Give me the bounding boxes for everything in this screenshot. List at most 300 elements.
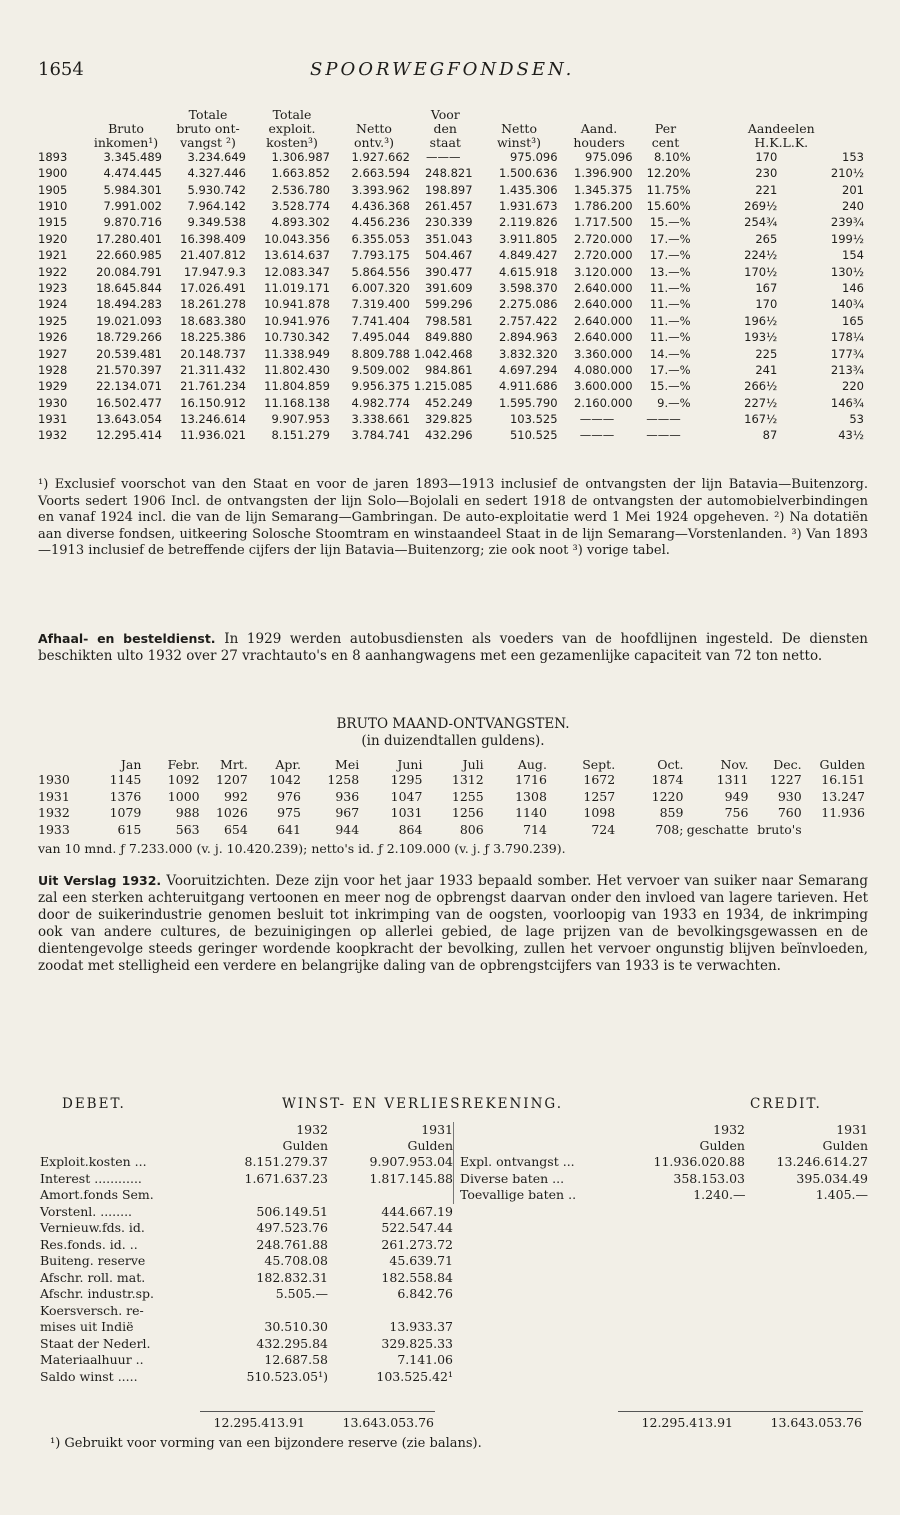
debit-label-cell xyxy=(38,1237,208,1254)
value-cell: 220 xyxy=(842,379,864,394)
value-cell: 230.339 xyxy=(424,215,473,230)
debit-row xyxy=(38,1187,453,1204)
year-cell: 1928 xyxy=(38,362,68,377)
value-cell: 193½ xyxy=(744,330,778,345)
column-header: winst³) xyxy=(496,134,542,150)
table-row xyxy=(38,149,868,165)
value-cell: 975.096 xyxy=(584,149,633,164)
debit-value-1932: 182.832.31 xyxy=(256,1269,328,1285)
debit-label: Afschr. roll. mat. xyxy=(40,1269,146,1285)
value-cell: 7.495.044 xyxy=(351,330,410,345)
debit-row xyxy=(38,1154,453,1171)
afhaal-text: In 1929 werden autobusdiensten als voeders van de hoofdlijnen ingesteld. De diensten beschikten ulto 1932 over 27 vrachtauto's en 8 aanhangwagens met een gezamenlijke capaciteit van 72 ton netto. xyxy=(38,631,869,664)
debit-row xyxy=(38,1220,453,1237)
debit-value-1932: 1.671.637.23 xyxy=(244,1170,328,1186)
value-cell: 975.096 xyxy=(509,149,558,164)
value-cell: 1672 xyxy=(583,772,616,788)
value-cell: 708; xyxy=(655,821,684,837)
value-cell: 563 xyxy=(175,821,200,837)
value-cell: 21.407.812 xyxy=(180,248,246,263)
value-cell: 210½ xyxy=(830,166,864,181)
value-cell: 1092 xyxy=(167,772,200,788)
debit-value-1931 xyxy=(328,1303,453,1320)
credit-value-1931: 1.405.— xyxy=(815,1187,868,1203)
value-cell: 3.120.000 xyxy=(574,264,633,279)
month-header: Nov. xyxy=(720,757,749,772)
debit-value-1932: 432.295.84 xyxy=(256,1335,328,1351)
value-cell: 2.894.963 xyxy=(499,330,558,345)
value-cell: ——— xyxy=(579,428,615,443)
value-cell: 165 xyxy=(842,313,864,328)
value-cell: 4.982.774 xyxy=(351,395,410,410)
value-cell: ——— xyxy=(646,412,681,427)
year-cell: 1893 xyxy=(38,149,68,164)
value-cell: 1258 xyxy=(327,772,360,788)
value-cell: 16.151 xyxy=(821,772,865,788)
value-cell: 4.911.686 xyxy=(499,379,558,394)
value-cell: 390.477 xyxy=(424,264,473,279)
value-cell: 17.280.401 xyxy=(96,231,162,246)
value-cell: 224½ xyxy=(744,248,778,263)
value-cell: 15.—% xyxy=(649,379,691,394)
year-cell: 1922 xyxy=(38,264,68,279)
debit-row xyxy=(38,1369,453,1386)
verslag-text: Vooruitzichten. Deze zijn voor het jaar 1933 bepaald somber. Het vervoer van suiker naar Semarang zal een sterken achteruitgang vertoonen en meer nog de opbrengst daarvan onder den invloed van lagere tarieven. Het door de suikerindustrie genomen besluit tot inkrimping van de oogsten, voorloopig van 1933 en 1934, de inkrimping ook van andere cultures, de bezuinigingen op allerlei gebied, de lage prijzen van de bevolkingsgewassen en de dientengevolge steeds geringer wordende koopkracht der bevolking, zullen het vervoer ongunstig blijven beïnvloeden, zoodat met stelligheid een verdere en belangrijke daling van de opbrengstcijfers van 1933 is te verwachten. xyxy=(38,873,868,974)
value-cell: 1311 xyxy=(716,772,749,788)
value-cell: 5.984.301 xyxy=(103,182,162,197)
value-cell: 11.168.138 xyxy=(264,395,330,410)
credit-row xyxy=(454,1154,869,1171)
value-cell: 1.345.375 xyxy=(574,182,633,197)
debit-value-1932: 12.687.58 xyxy=(264,1352,328,1368)
value-cell: 975 xyxy=(277,805,301,821)
debit-label-cell xyxy=(38,1171,208,1188)
year-cell: 1905 xyxy=(38,182,68,197)
value-cell: 1026 xyxy=(215,805,248,821)
value-cell: 2.640.000 xyxy=(574,280,633,295)
value-cell: 43½ xyxy=(838,428,864,443)
value-cell: 1079 xyxy=(109,805,142,821)
verslag-heading: Uit Verslag 1932. xyxy=(38,873,162,888)
value-cell: 9.956.375 xyxy=(351,379,410,394)
month-header: Juni xyxy=(397,757,423,772)
value-cell: 11.802.430 xyxy=(264,362,330,377)
year-cell: 1931 xyxy=(38,412,68,427)
value-cell: 153 xyxy=(842,149,864,164)
value-cell: 7.741.404 xyxy=(351,313,410,328)
table-row xyxy=(38,772,868,789)
value-cell: 213¾ xyxy=(830,362,864,377)
debit-row xyxy=(38,1336,453,1353)
debit-value-1932: 497.523.76 xyxy=(256,1220,328,1236)
value-cell: 1376 xyxy=(109,788,142,804)
value-cell: 3.598.370 xyxy=(499,280,558,295)
leader-dots: ... xyxy=(134,1154,147,1170)
debit-value-1931 xyxy=(328,1187,453,1204)
value-cell: 2.160.000 xyxy=(574,395,633,410)
month-header: Mei xyxy=(335,757,360,772)
value-cell: 225 xyxy=(755,346,778,361)
value-cell: 103.525 xyxy=(509,412,558,427)
month-header: Dec. xyxy=(773,757,802,772)
value-cell: 87 xyxy=(762,428,778,443)
column-header: Aandeelen xyxy=(747,120,815,136)
value-cell: 11.936.021 xyxy=(180,428,246,443)
value-cell: 8.151.279 xyxy=(271,428,330,443)
value-cell: 452.249 xyxy=(424,395,473,410)
value-cell: 1.786.200 xyxy=(574,199,633,213)
leader-dots: .. xyxy=(135,1352,144,1368)
credit-label: CREDIT. xyxy=(750,1096,822,1112)
debit-value-1932: 5.505.— xyxy=(275,1286,328,1302)
value-cell: 21.761.234 xyxy=(180,379,246,394)
month-header: Sept. xyxy=(582,757,616,772)
column-header: vangst ²) xyxy=(180,134,236,150)
value-cell: 1255 xyxy=(451,788,484,804)
value-cell: 1031 xyxy=(390,805,423,821)
leader-dots: ..... xyxy=(117,1368,138,1384)
value-cell: 1047 xyxy=(390,788,423,804)
month-header xyxy=(38,758,81,772)
column-header xyxy=(86,108,166,122)
value-cell: 1.927.662 xyxy=(351,149,410,164)
leader-dots: ... xyxy=(562,1154,575,1170)
value-cell: 170 xyxy=(755,297,778,312)
year-cell: 1931 xyxy=(38,788,70,804)
value-cell: 22.134.071 xyxy=(96,379,162,394)
value-cell: 4.849.427 xyxy=(499,248,558,263)
value-cell: 2.536.780 xyxy=(271,182,330,197)
value-cell: 16.398.409 xyxy=(180,231,246,246)
year-cell: 1923 xyxy=(38,280,68,295)
month-header: Oct. xyxy=(657,757,684,772)
value-cell: 11.019.171 xyxy=(264,280,330,295)
value-cell: 265 xyxy=(755,231,778,246)
value-cell: 13.246.614 xyxy=(180,412,246,427)
column-header: Netto xyxy=(356,120,392,136)
debit-label: Exploit.kosten xyxy=(40,1154,131,1170)
table-header-row xyxy=(38,108,868,122)
value-cell: 510.525 xyxy=(509,428,558,443)
value-cell: 1.663.852 xyxy=(271,166,330,181)
profit-loss-title: WINST- EN VERLIESREKENING. xyxy=(282,1096,564,1112)
value-cell: 6.355.053 xyxy=(351,231,410,246)
year-header-cell xyxy=(38,122,86,136)
value-cell: 10.941.976 xyxy=(264,313,330,328)
value-cell: 21.311.432 xyxy=(180,362,246,377)
column-header xyxy=(637,108,695,122)
page-number: 1654 xyxy=(38,59,84,80)
value-cell: 599.296 xyxy=(424,297,473,312)
value-cell: 254¾ xyxy=(744,215,778,230)
credit-row xyxy=(454,1171,869,1188)
value-cell: 11.936 xyxy=(821,805,865,821)
value-cell: 11.75% xyxy=(646,182,691,197)
value-cell: 146¾ xyxy=(830,395,864,410)
value-cell: 806 xyxy=(459,821,484,837)
credit-table xyxy=(453,1122,868,1204)
value-cell: 1000 xyxy=(167,788,200,804)
debit-total-rule xyxy=(200,1411,435,1412)
value-cell: 10.730.342 xyxy=(264,330,330,345)
debit-row xyxy=(38,1352,453,1369)
value-cell: 976 xyxy=(277,788,301,804)
value-cell: 12.083.347 xyxy=(264,264,330,279)
value-cell: 756 xyxy=(724,805,749,821)
column-header: staat xyxy=(429,134,461,150)
debit-row xyxy=(38,1253,453,1270)
value-cell: 178¼ xyxy=(830,330,864,345)
value-cell: 17.947.9.3 xyxy=(183,264,246,279)
debit-label: Koersversch. re- xyxy=(40,1302,144,1318)
value-cell: 864 xyxy=(398,821,423,837)
value-cell: 1.595.790 xyxy=(499,395,558,410)
value-cell: 7.319.400 xyxy=(351,297,410,312)
value-cell: 1.500.636 xyxy=(499,166,558,181)
value-cell: 198.897 xyxy=(424,182,473,197)
table-row xyxy=(38,428,868,444)
debit-label: Amort.fonds Sem. xyxy=(40,1187,154,1203)
year-cell: 1926 xyxy=(38,330,68,345)
value-cell: 760 xyxy=(777,805,802,821)
leader-dots: .. xyxy=(568,1187,577,1203)
table-row xyxy=(38,297,868,313)
debit-label-cell xyxy=(38,1303,208,1320)
value-cell: 18.261.278 xyxy=(180,297,246,312)
value-cell: 17.—% xyxy=(649,231,691,246)
column-header xyxy=(562,108,637,122)
credit-totals xyxy=(618,1416,862,1430)
value-cell: 1.306.987 xyxy=(271,149,330,164)
value-cell: 654 xyxy=(223,821,248,837)
debit-label: Buiteng. reserve xyxy=(40,1253,146,1269)
credit-label-cell xyxy=(454,1187,633,1204)
value-cell: 239¾ xyxy=(830,215,864,230)
column-header: exploit. xyxy=(268,120,316,136)
credit-total-1932: 12.295.413.91 xyxy=(641,1415,733,1430)
value-cell: 12.20% xyxy=(646,166,691,181)
column-header: Voor xyxy=(430,107,460,122)
debit-total-1931: 13.643.053.76 xyxy=(342,1415,434,1430)
credit-value-1932: 1.240.— xyxy=(693,1187,746,1203)
debit-total-1932: 12.295.413.91 xyxy=(213,1415,305,1430)
value-cell: 14.—% xyxy=(649,346,691,361)
debit-unit-1931: Gulden xyxy=(407,1138,453,1153)
debit-value-1931: 182.558.84 xyxy=(381,1269,453,1285)
value-cell: 4.615.918 xyxy=(499,264,558,279)
debet-label: DEBET. xyxy=(62,1096,126,1112)
credit-label: Diverse baten xyxy=(460,1170,549,1186)
debit-label-cell xyxy=(38,1336,208,1353)
value-cell: 22.660.985 xyxy=(96,248,162,263)
credit-unit-1931: Gulden xyxy=(822,1138,868,1153)
year-cell: 1924 xyxy=(38,297,68,312)
year-cell: 1933 xyxy=(38,821,70,837)
credit-total-rule xyxy=(618,1411,863,1412)
debit-value-1931: 9.907.953.04 xyxy=(369,1154,453,1170)
value-cell: 9.509.002 xyxy=(351,362,410,377)
column-header xyxy=(477,108,562,122)
debit-unit-1932: Gulden xyxy=(282,1138,328,1153)
column-header: H.K.L.K. xyxy=(754,134,809,150)
value-cell: 20.148.737 xyxy=(180,346,246,361)
year-cell: 1932 xyxy=(38,805,70,821)
value-cell: 967 xyxy=(335,805,360,821)
value-cell: 240 xyxy=(842,199,864,213)
debit-label-cell xyxy=(38,1220,208,1237)
running-head: SPOORWEGFONDSEN. xyxy=(310,59,575,80)
value-cell: 17.—% xyxy=(649,362,691,377)
debit-row xyxy=(38,1270,453,1287)
year-cell: 1921 xyxy=(38,248,68,263)
debit-value-1931: 6.842.76 xyxy=(397,1286,453,1302)
value-cell: 7.964.142 xyxy=(187,199,246,213)
debit-value-1931: 103.525.42¹ xyxy=(376,1368,453,1384)
value-cell: 1.215.085 xyxy=(414,379,473,394)
month-header: Gulden xyxy=(819,757,865,772)
credit-value-1932: 11.936.020.88 xyxy=(653,1154,745,1170)
value-cell: 140¾ xyxy=(830,297,864,312)
column-header: inkomen¹) xyxy=(93,134,159,150)
value-cell: 170 xyxy=(755,149,778,164)
value-cell: 2.720.000 xyxy=(574,248,633,263)
year-cell: 1929 xyxy=(38,379,68,394)
value-cell: 992 xyxy=(223,788,248,804)
debit-label-cell xyxy=(38,1270,208,1287)
value-cell: 5.930.742 xyxy=(187,182,246,197)
debit-value-1932: 30.510.30 xyxy=(264,1319,328,1335)
debit-value-1932: 45.708.08 xyxy=(264,1253,328,1269)
value-cell: 3.393.962 xyxy=(351,182,410,197)
value-cell: 3.832.320 xyxy=(499,346,558,361)
value-cell: 1220 xyxy=(651,788,684,804)
debit-row xyxy=(38,1171,453,1188)
column-header: Aand. xyxy=(580,120,618,136)
value-cell: 3.234.649 xyxy=(187,149,246,164)
value-cell: 4.697.294 xyxy=(499,362,558,377)
debit-year-1931: 1931 xyxy=(421,1122,453,1137)
table-row xyxy=(38,789,868,806)
debit-value-1931: 329.825.33 xyxy=(381,1335,453,1351)
table-row xyxy=(38,346,868,362)
value-cell: 154 xyxy=(842,248,864,263)
column-header: houders xyxy=(573,134,625,150)
value-cell: 1716 xyxy=(515,772,547,788)
credit-row xyxy=(454,1187,869,1204)
value-cell: 351.043 xyxy=(424,231,473,246)
value-cell: 3.360.000 xyxy=(574,346,633,361)
value-cell: 9.—% xyxy=(657,395,691,410)
value-cell: 230 xyxy=(755,166,778,181)
credit-label: Expl. ontvangst xyxy=(460,1154,559,1170)
month-header: Juli xyxy=(462,757,484,772)
value-cell: 1295 xyxy=(390,772,423,788)
table-row xyxy=(38,412,868,428)
value-cell: 988 xyxy=(175,805,200,821)
value-cell: 1042 xyxy=(269,772,301,788)
value-cell: 11.—% xyxy=(649,280,691,295)
column-header: Netto xyxy=(501,120,537,136)
table-row xyxy=(38,166,868,182)
column-header: den xyxy=(433,120,457,136)
table-row xyxy=(38,805,868,822)
credit-year-1931: 1931 xyxy=(836,1122,868,1137)
value-cell: 2.640.000 xyxy=(574,313,633,328)
table-row xyxy=(38,313,868,329)
value-cell: 859 xyxy=(659,805,684,821)
debit-label-cell xyxy=(38,1253,208,1270)
debit-label: Vorstenl. xyxy=(40,1203,97,1219)
table-header-row xyxy=(38,122,868,136)
value-cell: 16.502.477 xyxy=(96,395,162,410)
month-header: Aug. xyxy=(517,757,547,772)
value-cell: 10.043.356 xyxy=(264,231,330,246)
value-cell: 17.—% xyxy=(649,248,691,263)
value-cell: 1145 xyxy=(109,772,142,788)
value-cell: 3.600.000 xyxy=(574,379,633,394)
debit-label: Res.fonds. id. xyxy=(40,1236,126,1252)
value-cell: 1256 xyxy=(451,805,484,821)
value-cell: 18.645.844 xyxy=(96,280,162,295)
value-cell: 2.119.826 xyxy=(499,215,558,230)
column-header: Totale xyxy=(188,107,228,122)
value-cell: 146 xyxy=(842,280,864,295)
value-cell: 11.—% xyxy=(649,313,691,328)
value-cell: 2.275.086 xyxy=(499,297,558,312)
value-cell: 7.793.175 xyxy=(351,248,410,263)
debit-value-1931: 444.667.19 xyxy=(381,1203,453,1219)
column-header: bruto ont- xyxy=(176,120,240,136)
table-row xyxy=(38,362,868,378)
debit-row xyxy=(38,1204,453,1221)
column-header: Totale xyxy=(272,107,312,122)
table-row xyxy=(38,248,868,264)
credit-label-cell xyxy=(454,1171,633,1188)
value-cell: 4.436.368 xyxy=(351,199,410,213)
year-cell: 1910 xyxy=(38,199,68,213)
value-cell: 2.663.594 xyxy=(351,166,410,181)
table-row xyxy=(38,395,868,411)
month-header: Jan xyxy=(120,757,142,772)
year-cell: 1915 xyxy=(38,215,68,230)
value-cell: 1257 xyxy=(583,788,616,804)
value-cell: 15.60% xyxy=(646,199,691,213)
value-cell: 167 xyxy=(755,280,778,295)
value-cell: 1312 xyxy=(451,772,484,788)
credit-total-1931: 13.643.053.76 xyxy=(770,1415,862,1430)
debit-value-1932: 248.761.88 xyxy=(256,1236,328,1252)
yearly-results-table xyxy=(38,108,868,444)
value-cell: 167½ xyxy=(744,412,778,427)
afhaal-heading: Afhaal- en besteldienst. xyxy=(38,631,216,646)
debit-label-cell xyxy=(38,1352,208,1369)
debit-value-1931: 13.933.37 xyxy=(389,1319,453,1335)
value-cell: 5.864.556 xyxy=(351,264,410,279)
debit-value-1931: 1.817.145.88 xyxy=(369,1170,453,1186)
leader-dots: .. xyxy=(129,1236,138,1252)
credit-value-1931: 13.246.614.27 xyxy=(776,1154,868,1170)
debit-label-cell xyxy=(38,1286,208,1303)
column-header: Bruto xyxy=(108,120,144,136)
value-cell: 19.021.093 xyxy=(96,313,162,328)
value-cell: 1.435.306 xyxy=(499,182,558,197)
debit-table xyxy=(38,1122,453,1385)
month-header: Apr. xyxy=(275,757,301,772)
debit-value-1931: 45.639.71 xyxy=(389,1253,453,1269)
value-cell: 432.296 xyxy=(424,428,473,443)
debit-label: mises uit Indië xyxy=(40,1319,134,1335)
year-cell: 1920 xyxy=(38,231,68,246)
